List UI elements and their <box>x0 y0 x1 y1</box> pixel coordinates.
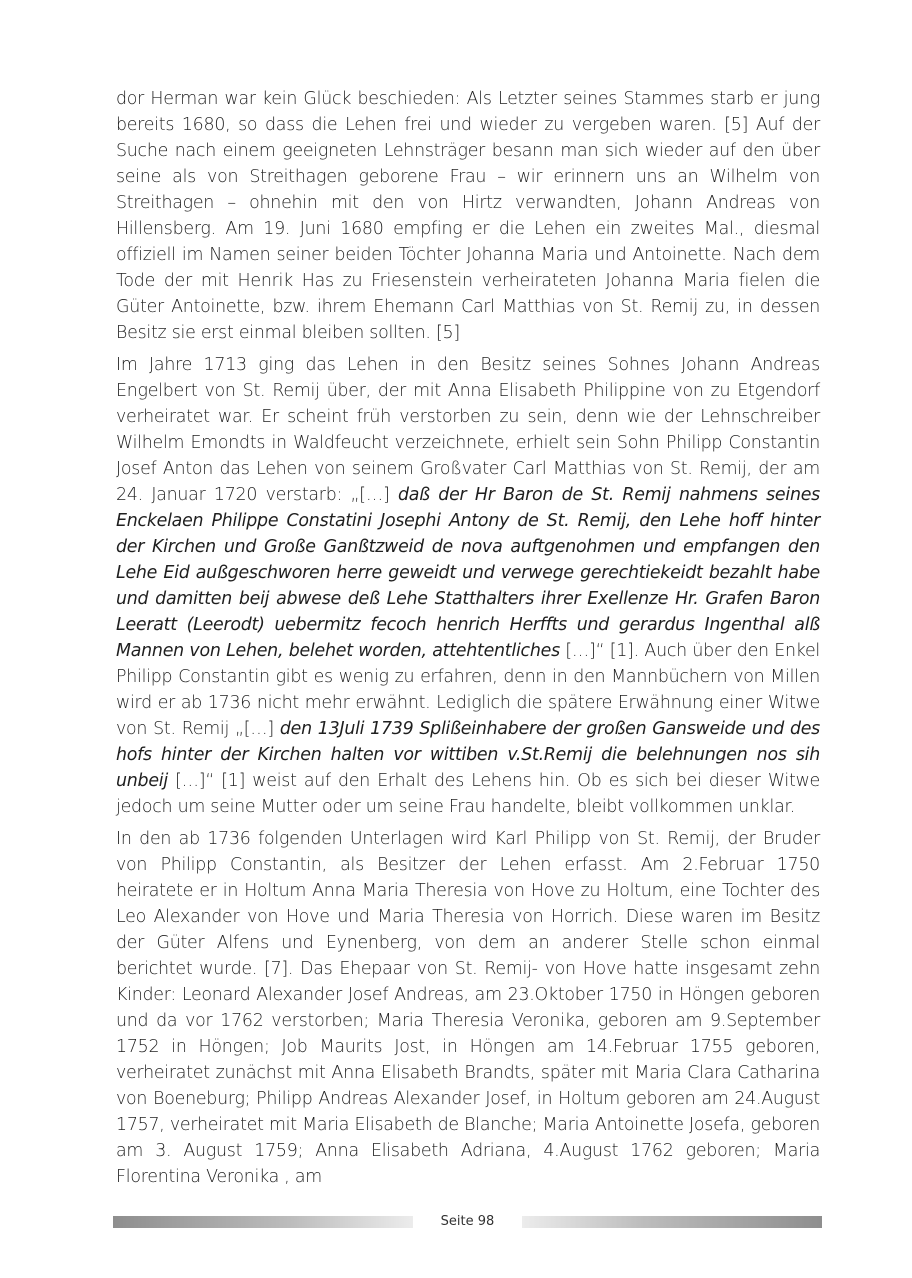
footer-decorative-bar-right <box>522 1216 822 1228</box>
paragraph-text: […]“ [1] weist auf den Erhalt des Lehens hin. Ob es sich bei dieser Witwe jedoch um seine Mutter oder um seine Frau handelte, bleibt vollkommen unklar. <box>116 771 820 817</box>
paragraph-text: […]“ [1]. Auch über den Enkel Philipp Constantin gibt es wenig zu erfahren, denn in den Mannbüchern von Millen wird er ab 1736 nicht mehr erwähnt. Lediglich die spätere Erwähnung einer Witwe von St. Remij „[…] <box>116 641 821 739</box>
footer-decorative-bar-left <box>113 1216 413 1228</box>
page-body <box>116 86 820 1196</box>
paragraph-2 <box>116 352 820 820</box>
italic-quote: den 13Juli 1739 Splißeinhabere der großen Gansweide und des hofs hinter der Kirchen halten vor wittiben v.St.Remij die belehnungen nos sih unbeij <box>116 719 820 791</box>
paragraph-text: Im Jahre 1713 ging das Lehen in den Besitz seines Sohnes Johann Andreas Engelbert von St. Remij über, der mit Anna Elisabeth Philippine von zu Etgendorf verheiratet war. Er scheint früh verstorben zu sein, denn wie der Lehnschreiber Wilhelm Emondts in Waldfeucht verzeichnete, erhielt sein Sohn Philipp Constantin Josef Anton das Lehen von seinem Großvater Carl Matthias von St. Remij, der am 24. Januar 1720 verstarb: „[…] <box>116 355 820 505</box>
paragraph-1 <box>116 86 820 346</box>
paragraph-text: In den ab 1736 folgenden Unterlagen wird Karl Philipp von St. Remij, der Bruder von Philipp Constantin, als Besitzer der Lehen erfasst. Am 2.Februar 1750 heiratete er in Holtum Anna Maria Theresia von Hove zu Holtum, eine Tochter des Leo Alexander von Hove und Maria Theresia von Horrich. Diese waren im Besitz der Güter Alfens und Eynenberg, von dem an anderer Stelle schon einmal berichtet wurde. [7]. Das Ehepaar von St. Remij- von Hove hatte insgesamt zehn Kinder: Leonard Alexander Josef Andreas, am 23.Oktober 1750 in Höngen geboren und da vor 1762 verstorben; Maria Theresia Veronika, geboren am 9.September 1752 in Höngen; Job Maurits Jost, in Höngen am 14.Februar 1755 geboren, verheiratet zunächst mit Anna Elisabeth Brandts, später mit Maria Clara Catharina von Boeneburg; Philipp Andreas Alexander Josef, in Holtum geboren am 24.August 1757, verheiratet mit Maria Elisabeth de Blanche; Maria Antoinette Josefa, geboren am 3. August 1759; Anna Elisabeth Adriana, 4.August 1762 geboren; Maria Florentina Veronika , am <box>116 829 820 1187</box>
page-number: Seite 98 <box>440 1214 495 1229</box>
italic-quote: daß der Hr Baron de St. Remij nahmens seines Enckelaen Philippe Constatini Josephi Antony de St. Remij, den Lehe hoff hinter der Kirchen und Große Ganßtzweid de nova auftgenohmen und empfangen den Lehe Eid außgeschworen herre geweidt und verwege gerechtiekeidt bezahlt habe und damitten beij abwese deß Lehe Statthalters ihrer Exellenze Hr. Grafen Baron Leeratt (Leerodt) uebermitz fecoch henrich Herffts und gerardus Ingenthal alß Mannen von Lehen, belehet worden, attehtentliches <box>116 485 820 661</box>
paragraph-text: dor Herman war kein Glück beschieden: Als Letzter seines Stammes starb er jung bereits 1680, so dass die Lehen frei und wieder zu vergeben waren. [5] Auf der Suche nach einem geeigneten Lehnsträger besann man sich wieder auf den über seine als von Streithagen geborene Frau – wir erinnern uns an Wilhelm von Streithagen – ohnehin mit den von Hirtz verwandten, Johann Andreas von Hillensberg. Am 19. Juni 1680 empfing er die Lehen ein zweites Mal., diesmal offiziell im Namen seiner beiden Töchter Johanna Maria und Antoinette. Nach dem Tode der mit Henrik Has zu Friesenstein verheirateten Johanna Maria fielen die Güter Antoinette, bzw. ihrem Ehemann Carl Matthias von St. Remij zu, in dessen Besitz sie erst einmal bleiben sollten. [5] <box>116 89 820 343</box>
paragraph-3 <box>116 826 820 1190</box>
page-footer <box>113 1212 822 1232</box>
